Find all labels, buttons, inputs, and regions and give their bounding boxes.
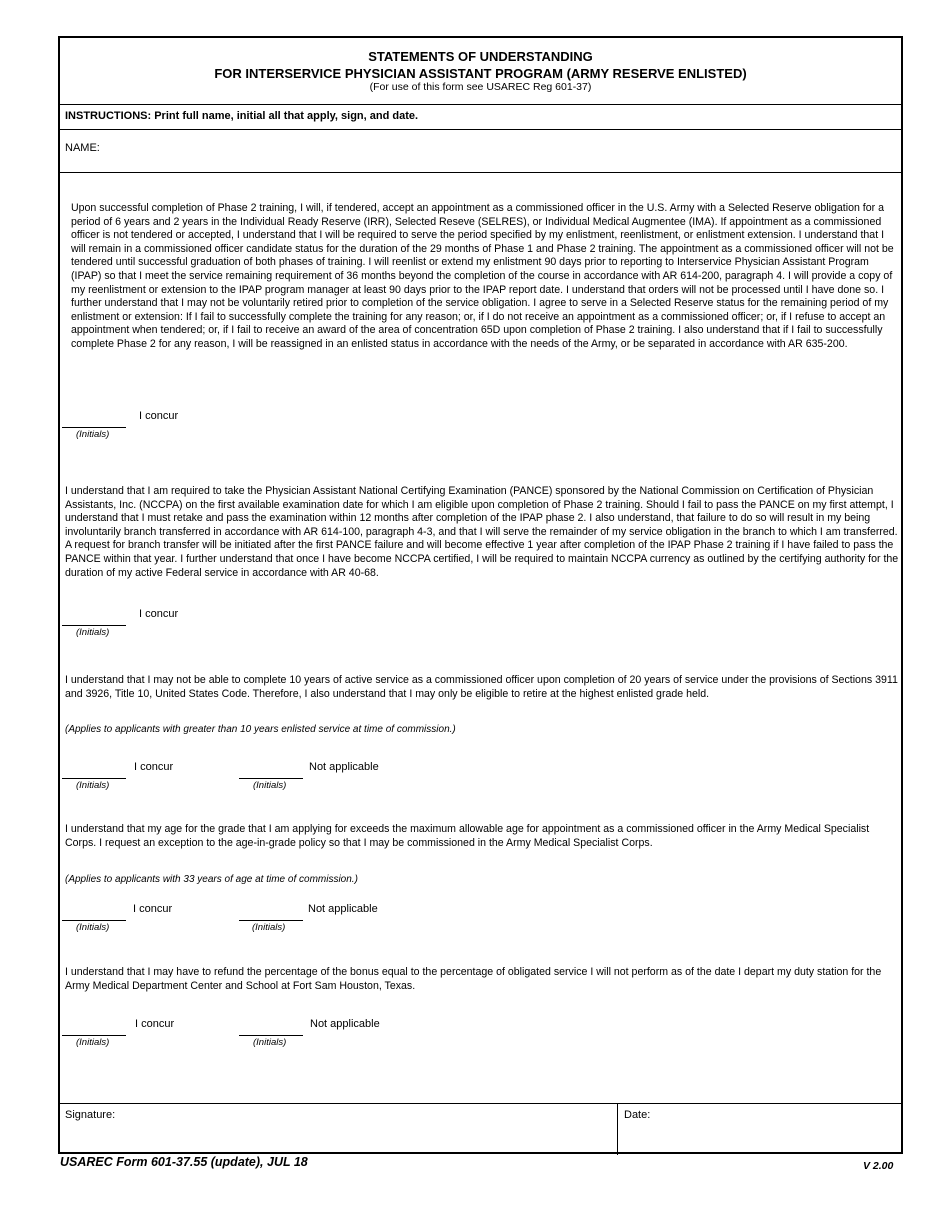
signature-label: Signature: xyxy=(65,1109,116,1121)
statement-1-concur-initials-line[interactable] xyxy=(62,427,126,428)
form-subtitle: (For use of this form see USAREC Reg 601-37) xyxy=(369,81,592,93)
statement-2-text: I understand that I am required to take the Physician Assistant National Certifying Examination (PANCE) sponsored by the National Commission on Certification of Physician Assistants, Inc. (NCCPA) on the first available examination date for which I am eligible upon completion of Phase 2 training. Should I fail to pass the PANCE on my first attempt, I understand that I must retake and pass the examination within 12 months after completion of the IPAP phase 2. I also understand, that failure to do so will result in my being involuntarily branch transferred in accordance with AR 614-100, paragraph 4-3, and that I will serve the remainder of my service obligation in the branch to which I am transferred. A request for branch transfer will be initiated after the first PANCE failure and will become effective 1 year after completion of the IPAP Phase 2 training if I have failed to pass the PANCE within that year. I further understand that once I have become NCCPA certified, I will be required to maintain NCCPA currency as outlined by the certifying authority for the duration of my active Federal service in accordance with AR 40-68. xyxy=(65,485,899,579)
statement-1-text: Upon successful completion of Phase 2 training, I will, if tendered, accept an appointment as a commissioned officer in the U.S. Army with a Selected Reserve obligation for a period of 6 years and 2 years in the Individual Ready Reserve (IRR), Selected Reseve (SELRES), or Individual Medical Augmentee (IMA). If appointment as a commissioned officer is not tendered or accepted, I understand that I will be required to serve the period specified by my enlistment, reenlistment, or enlistment extension. I understand that I will remain in a commissioned officer candidate status for the duration of the 29 months of Phase 1 and Phase 2 training. The appointment as a commissioned officer will not be tendered until successful graduation of both phases of training. I will reenlist or extend my enlistment 90 days prior to reporting to Interservice Physician Assistant Program (IPAP) so that I meet the service remaining requirement of 36 months beyond the completion of the course in accordance with AR 614-200, paragraph 4. I will provide a copy of my reenlistment or extension to the IPAP program manager at least 90 days prior to the IPAP report date. I understand that orders will not be processed until I have done so. I further understand that I may not be voluntarily retired prior to completion of the service obligation. I agree to serve in a Selected Reserve status for the remaining period of my enlistment or extension: If I fail to successfully complete the training for any reason; or, if I do not receive an appointment as a commissioned officer; or, if I refuse to accept an appointment when tendered; or, if I fail to receive an award of the area of concentration 65D upon completion of Phase 2 training. I also understand that if I fail to successfully complete Phase 2 for any reason, I will be reassigned in an enlisted status in accordance with the needs of the Army, or be separated in accordance with AR 635-200. xyxy=(71,202,894,350)
statement-4-not-applicable-initials-line[interactable] xyxy=(239,920,303,921)
statement-5-na-initials-caption: (Initials) xyxy=(253,1037,287,1048)
name-field[interactable] xyxy=(60,129,901,173)
instructions-row xyxy=(60,104,901,130)
statement-4-note: (Applies to applicants with 33 years of age at time of commission.) xyxy=(65,874,358,885)
statement-4-concur-initials-line[interactable] xyxy=(62,920,126,921)
signature-date-row xyxy=(60,1103,901,1155)
statement-3-not-applicable-label: Not applicable xyxy=(309,761,379,773)
statement-5-concur-initials-caption: (Initials) xyxy=(76,1037,110,1048)
statement-3-na-initials-caption: (Initials) xyxy=(253,780,287,791)
signature-date-divider xyxy=(617,1104,618,1155)
statement-3-note: (Applies to applicants with greater than 10 years enlisted service at time of commission.) xyxy=(65,724,456,735)
form-container xyxy=(58,36,903,1154)
name-label: NAME: xyxy=(65,142,100,154)
statement-3-concur-initials-caption: (Initials) xyxy=(76,780,110,791)
statement-2-concur-label: I concur xyxy=(139,608,179,620)
statement-2-concur-initials-line[interactable] xyxy=(62,625,126,626)
instructions-text: INSTRUCTIONS: Print full name, initial all that apply, sign, and date. xyxy=(65,110,419,122)
statement-4-concur-initials-caption: (Initials) xyxy=(76,922,110,933)
statement-3-concur-label: I concur xyxy=(134,761,174,773)
statement-5-text: I understand that I may have to refund the percentage of the bonus equal to the percentage of obligated service I will not perform as of the date I depart my duty station for the Army Medical Department Center and School at Fort Sam Houston, Texas. xyxy=(65,966,882,992)
statement-3-text: I understand that I may not be able to complete 10 years of active service as a commissioned officer upon completion of 20 years of service under the provisions of Sections 3911 and 3926, Title 10, United States Code. Therefore, I also understand that I may only be eligible to retire at the highest enlisted grade held. xyxy=(65,674,898,700)
statement-5-not-applicable-initials-line[interactable] xyxy=(239,1035,303,1036)
statement-1-concur-label: I concur xyxy=(139,410,179,422)
statement-5-concur-label: I concur xyxy=(135,1018,175,1030)
statement-4-na-initials-caption: (Initials) xyxy=(252,922,286,933)
form-title-line1: STATEMENTS OF UNDERSTANDING xyxy=(368,49,593,64)
statement-4-not-applicable-label: Not applicable xyxy=(308,903,378,915)
statement-5-not-applicable-label: Not applicable xyxy=(310,1018,380,1030)
statement-3-not-applicable-initials-line[interactable] xyxy=(239,778,303,779)
date-label: Date: xyxy=(624,1109,651,1121)
statement-3-concur-initials-line[interactable] xyxy=(62,778,126,779)
statement-4-concur-label: I concur xyxy=(133,903,173,915)
statement-2-initials-caption: (Initials) xyxy=(76,627,110,638)
form-title-line2: FOR INTERSERVICE PHYSICIAN ASSISTANT PROGRAM (ARMY RESERVE ENLISTED) xyxy=(214,66,747,81)
form-version: V 2.00 xyxy=(863,1160,894,1172)
statement-1-initials-caption: (Initials) xyxy=(76,429,110,440)
form-number: USAREC Form 601-37.55 (update), JUL 18 xyxy=(60,1155,308,1169)
form-header xyxy=(60,38,901,105)
statement-5-concur-initials-line[interactable] xyxy=(62,1035,126,1036)
statement-4-text: I understand that my age for the grade that I am applying for exceeds the maximum allowable age for appointment as a commissioned officer in the Army Medical Specialist Corps. I request an exception to the age-in-grade policy so that I may be commissioned in the Army Medical Specialist Corps. xyxy=(65,823,870,849)
